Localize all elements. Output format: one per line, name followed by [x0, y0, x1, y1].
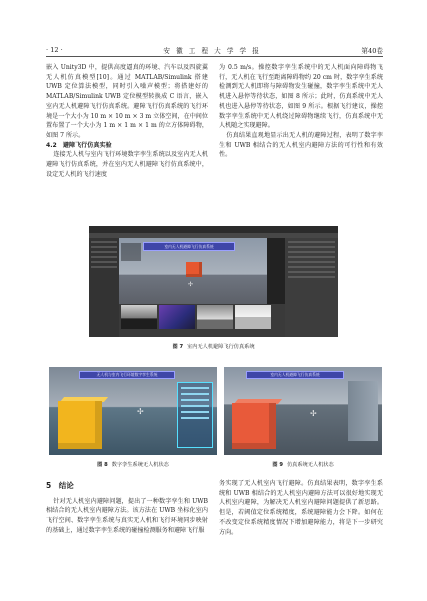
figure-7-caption: [89, 343, 338, 350]
header-rule: [46, 56, 383, 57]
camera-thumbnail-4: [235, 305, 271, 329]
caption-label: 图 8: [97, 462, 108, 468]
caption-text: 数字孪生系统无人机状态: [111, 462, 169, 468]
figure-7-unity-editor: [89, 226, 338, 337]
figure-8-caption: [49, 461, 217, 468]
journal-title: 安 徽 工 程 大 学 学 报: [163, 47, 261, 55]
obstacle-cube: [186, 262, 202, 277]
scene-banner: 室内无人机避障飞行仿真系统: [143, 242, 235, 251]
paragraph: 嵌入 Unity3D 中，提供高度逼真的环境、汽车以及四旋翼无人机仿真模型[10]。通过 MATLAB/Simulink 搭建 UWB 定位算法模型，同时引入噪声模型；将搭建好的 MATLAB/Simulink UWB 定位模型转换成 C 语言，嵌入室内无人机避障飞行仿真系统。避障飞行仿真系统的飞行环境是一个大小为 10 m × 10 m × 3 m 立体空间，在中间位置布置了一个大小为 1 m × 1 m × 1 m 的立方体障碍物，如图 7 所示。: [46, 64, 208, 139]
editor-menubar: [89, 226, 338, 233]
room-wall: [348, 381, 378, 441]
section-heading-conclusion: 5 结论: [46, 481, 74, 490]
volume-number: 第40卷: [361, 47, 383, 55]
right-column-bottom: [219, 479, 383, 537]
caption-label: 图 7: [172, 344, 184, 350]
paragraph: 务实现了无人机室内飞行避障。仿真结果表明，数字孪生系统和 UWB 相结合的无人机室内避障方法可以很好地实现无人机室内避障，为解决无人机室内避障问题提供了新思路。但是，若阈值定位系统精度，系统避障能力会下降。如何在不改变定位系统精度情况下增加避障能力，将是下一步研究方向。: [219, 480, 383, 536]
figure-9-caption: [224, 461, 382, 468]
obstacle-cube: [58, 401, 102, 449]
caption-text: 室内无人机避障飞行仿真系统: [187, 344, 255, 350]
figure-9-simulation: [224, 367, 382, 455]
figure-8-digital-twin: [49, 367, 217, 455]
inspector-panel: [285, 238, 338, 337]
paragraph: 连接无人机与室内飞行环境数字孪生系统以及室内无人机避障飞行仿真系统，并在室内无人机避障飞行仿真系统中，设定无人机的飞行速度: [46, 151, 208, 178]
right-column-top: [219, 63, 383, 160]
status-panel: [177, 382, 213, 448]
paragraph: 仿真结果直观地显示出无人机的避障过程，表明了数字孪生和 UWB 相结合的无人机室内避障方法的可行性和有效性。: [219, 131, 383, 159]
hierarchy-panel: [89, 238, 119, 337]
side-panel: [267, 238, 285, 304]
drone-icon: ✢: [188, 281, 194, 288]
drone-icon: ✢: [310, 409, 317, 418]
scene-banner: 室内无人机避障飞行仿真系统: [246, 371, 344, 379]
camera-thumbnail-2: [159, 305, 195, 329]
scene-banner: 无人机与室内飞行环境数字孪生系统: [79, 371, 175, 379]
page-number: · 12 ·: [46, 46, 63, 54]
obstacle-cube: [232, 403, 276, 449]
paragraph: 针对无人机室内避障问题，提出了一种数字孪生和 UWB 相结合的无人机室内避障方法。该方法在 UWB 坐标化室内飞行空间、数字孪生系统与真实无人机和飞行环境同步映射的基础上，通过数字孪生系统的碰撞检测服务和避障飞行服: [46, 497, 208, 534]
drone-icon: ✢: [137, 407, 144, 416]
caption-text: 仿真系统无人机状态: [286, 462, 334, 468]
scene-view: [119, 238, 267, 304]
left-column-top: [46, 63, 208, 179]
camera-thumbnail-3: [197, 305, 233, 329]
page-header: [46, 44, 383, 56]
camera-thumbnail-1: [121, 305, 157, 329]
left-column-bottom: [46, 479, 208, 536]
caption-label: 图 9: [272, 462, 283, 468]
stats-overlay: [121, 243, 141, 261]
paragraph: 为 0.5 m/s。操控数字孪生系统中的无人机面向障碍物飞行，无人机在飞行至距离障碍物约 20 cm 时，数字孪生系统检测到无人机即将与障碍物发生碰撞，数字孪生系统中无人机进入悬停等待状态，如图 8 所示；此时，仿真系统中无人机也进入悬停等待状态，如图 9 所示。根据飞行建议，操控数字孪生系统中无人机绕过障碍物继续飞行，仿真系统中无人机随之实现避障。: [219, 64, 383, 130]
section-heading-4-2: 4.2 避障飞行仿真实验: [46, 141, 112, 149]
